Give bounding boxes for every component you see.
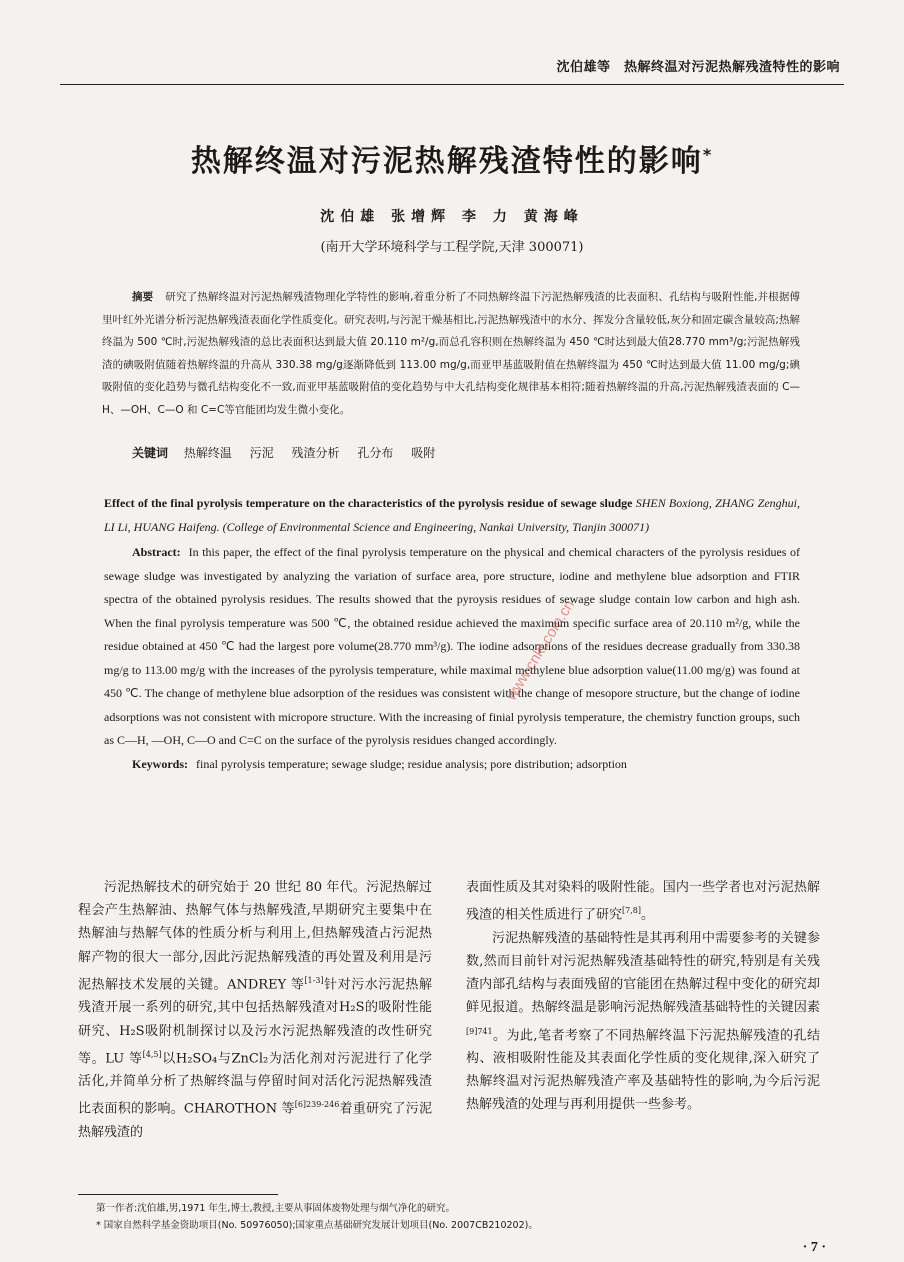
header-rule <box>60 84 844 85</box>
footnote-rule <box>78 1194 278 1195</box>
watermark: www.cnki.com.cn <box>502 596 578 704</box>
title-footnote-mark: * <box>702 145 714 164</box>
body-paragraph <box>466 876 820 927</box>
english-affiliation: (College of Environmental Science and Engineering, Nankai University, Tianjin 300071) <box>222 519 650 534</box>
body-text: 表面性质及其对染料的吸附性能。国内一些学者也对污泥热解残渣的相关性质进行了研究 <box>466 880 820 923</box>
english-keywords-label: Keywords: <box>132 756 188 771</box>
footnote-funding: * 国家自然科学基金资助项目(No. 50976050);国家重点基础研究发展计划项目(No. 2007CB210202)。 <box>96 1220 538 1231</box>
citation: [9]741 <box>466 1026 493 1036</box>
footnotes <box>96 1200 538 1234</box>
body-text: 污泥热解技术的研究始于 20 世纪 80 年代。污泥热解过程会产生热解油、热解气体与热解残渣,早期研究主要集中在热解油与热解气体的性质分析与利用上,但热解残渣占污泥热解产物的很大一部分,因此污泥热解残渣的再处置及利用是污泥热解技术发展的关键。ANDREY 等 <box>78 880 432 993</box>
paper-title-text: 热解终温对污泥热解残渣特性的影响 <box>190 144 703 179</box>
keyword-item: 污泥 <box>249 446 274 460</box>
body-right-column <box>466 876 820 1117</box>
paper-title <box>0 136 904 180</box>
english-keywords-text: final pyrolysis temperature; sewage sludge; residue analysis; pore distribution; adsorption <box>196 756 627 771</box>
citation: [1-3] <box>304 975 324 985</box>
english-abstract-label: Abstract: <box>132 545 181 559</box>
citation: [6]239-246 <box>294 1100 340 1110</box>
body-text: 。 <box>640 907 654 923</box>
chinese-keywords <box>132 444 449 461</box>
english-abstract-text: In this paper, the effect of the final pyrolysis temperature on the physical and chemical characters of the pyrolysis residues of sewage sludge was investigated by analyzing the variation of surface area, pore structure, iodine and methylene blue adsorption and FTIR spectra of the obtained pyrolysis residues. The results showed that the pyroysis residues of sewage sludge contain low carbon and high ash. When the final pyrolysis temperature was 500 ℃, the obtained residue achieved the maximum specific surface area of 20.110 m²/g, while the residue obtained at 450 ℃ had the largest pore volume(28.770 mm³/g). The iodine adsorptions of the residues decrease gradually from 330.38 mg/g to 113.00 mg/g with the increases of the pyrolysis temperature, while maximal methylene blue adsorption value(11.00 mg/g) was found at 450 ℃. The change of methylene blue adsorption of the residues was consistent with the change of mesopore structure, but the change of iodine adsorptions was not consistent with micropore structure. With the increasing of finial pyrolysis temperature, the chemistry function groups, such as C—H, —OH, C—O and C=C on the surface of the pyrolysis residues changed accordingly. <box>104 545 800 747</box>
body-paragraph <box>78 876 432 1144</box>
chinese-abstract <box>102 286 800 421</box>
body-text: 针对污水污泥热解残渣开展一系列的研究,其中包括热解残渣对H₂S的吸附性能研究、H₂S吸附机制探讨以及污水污泥热解残渣的改性研究等。LU 等 <box>78 977 432 1067</box>
author-list: 沈伯雄 张增辉 李 力 黄海峰 <box>320 209 584 225</box>
keyword-item: 残渣分析 <box>291 446 340 460</box>
running-header: 沈伯雄等 热解终温对污泥热解残渣特性的影响 <box>556 60 840 75</box>
page-number: · 7 · <box>802 1240 826 1255</box>
english-title: Effect of the final pyrolysis temperature on the characteristics of the pyrolysis residue of sewage sludge <box>104 496 633 510</box>
affiliation: (南开大学环境科学与工程学院,天津 300071) <box>320 240 584 255</box>
citation: [7,8] <box>622 906 641 916</box>
body-paragraph <box>466 927 820 1117</box>
abstract-label: 摘要 <box>132 291 154 303</box>
english-authors: SHEN Boxiong, ZHANG Zenghui, LI Li, HUANG Haifeng. <box>104 496 801 534</box>
footnote-author: 第一作者:沈伯雄,男,1971 年生,博士,教授,主要从事固体废物处理与烟气净化的研究。 <box>96 1203 455 1214</box>
citation: [4,5] <box>142 1049 162 1059</box>
body-text: 污泥热解残渣的基础特性是其再利用中需要参考的关键参数,然而目前针对污泥热解残渣基础特性的研究,特别是有关残渣内部孔结构与表面残留的官能团在热解过程中变化的研究却鲜见报道。热解终温是影响污泥热解残渣基础特性的关键因素 <box>466 930 820 1016</box>
keyword-item: 吸附 <box>411 446 436 460</box>
english-title-line <box>104 492 800 539</box>
keyword-item: 热解终温 <box>183 446 232 460</box>
english-keywords <box>104 753 800 777</box>
keyword-item: 孔分布 <box>357 446 394 460</box>
body-text: 以H₂SO₄与ZnCl₂为活化剂对污泥进行了化学活化,并简单分析了热解终温与停留时间对活化污泥热解残渣比表面积的影响。CHAROTHON 等 <box>78 1051 432 1117</box>
keywords-label: 关键词 <box>132 446 169 460</box>
body-left-column <box>78 876 432 1144</box>
abstract-text: 研究了热解终温对污泥热解残渣物理化学特性的影响,着重分析了不同热解终温下污泥热解残渣的比表面积、孔结构与吸附性能,并根据傅里叶红外光谱分析污泥热解残渣表面化学性质变化。研究表明,与污泥干燥基相比,污泥热解残渣中的水分、挥发分含量较低,灰分和固定碳含量较高;热解终温为 500 ℃时,污泥热解残渣的总比表面积达到最大值 20.110 m²/g,而总孔容积则在热解终温为 450 ℃时达到最大值28.770 mm³/g;污泥热解残渣的碘吸附值随着热解终温的升高从 330.38 mg/g逐渐降低到 113.00 mg/g,而亚甲基蓝吸附值在热解终温为 450 ℃时达到最大值 11.00 mg/g;碘吸附值的变化趋势与微孔结构变化不一致,而亚甲基蓝吸附值的变化趋势与中大孔结构变化规律基本相符;随着热解终温的升高,污泥热解残渣表面的 C—H、—OH、C—O 和 C=C等官能团均发生微小变化。 <box>102 291 800 416</box>
body-text: 着重研究了污泥热解残渣的 <box>78 1101 432 1141</box>
body-text: 。为此,笔者考察了不同热解终温下污泥热解残渣的孔结构、液相吸附性能及其表面化学性质的变化规律,深入研究了热解终温对污泥热解残渣产率及基础特性的影响,为今后污泥热解残渣的处理与再利用提供一些参考。 <box>466 1027 820 1113</box>
